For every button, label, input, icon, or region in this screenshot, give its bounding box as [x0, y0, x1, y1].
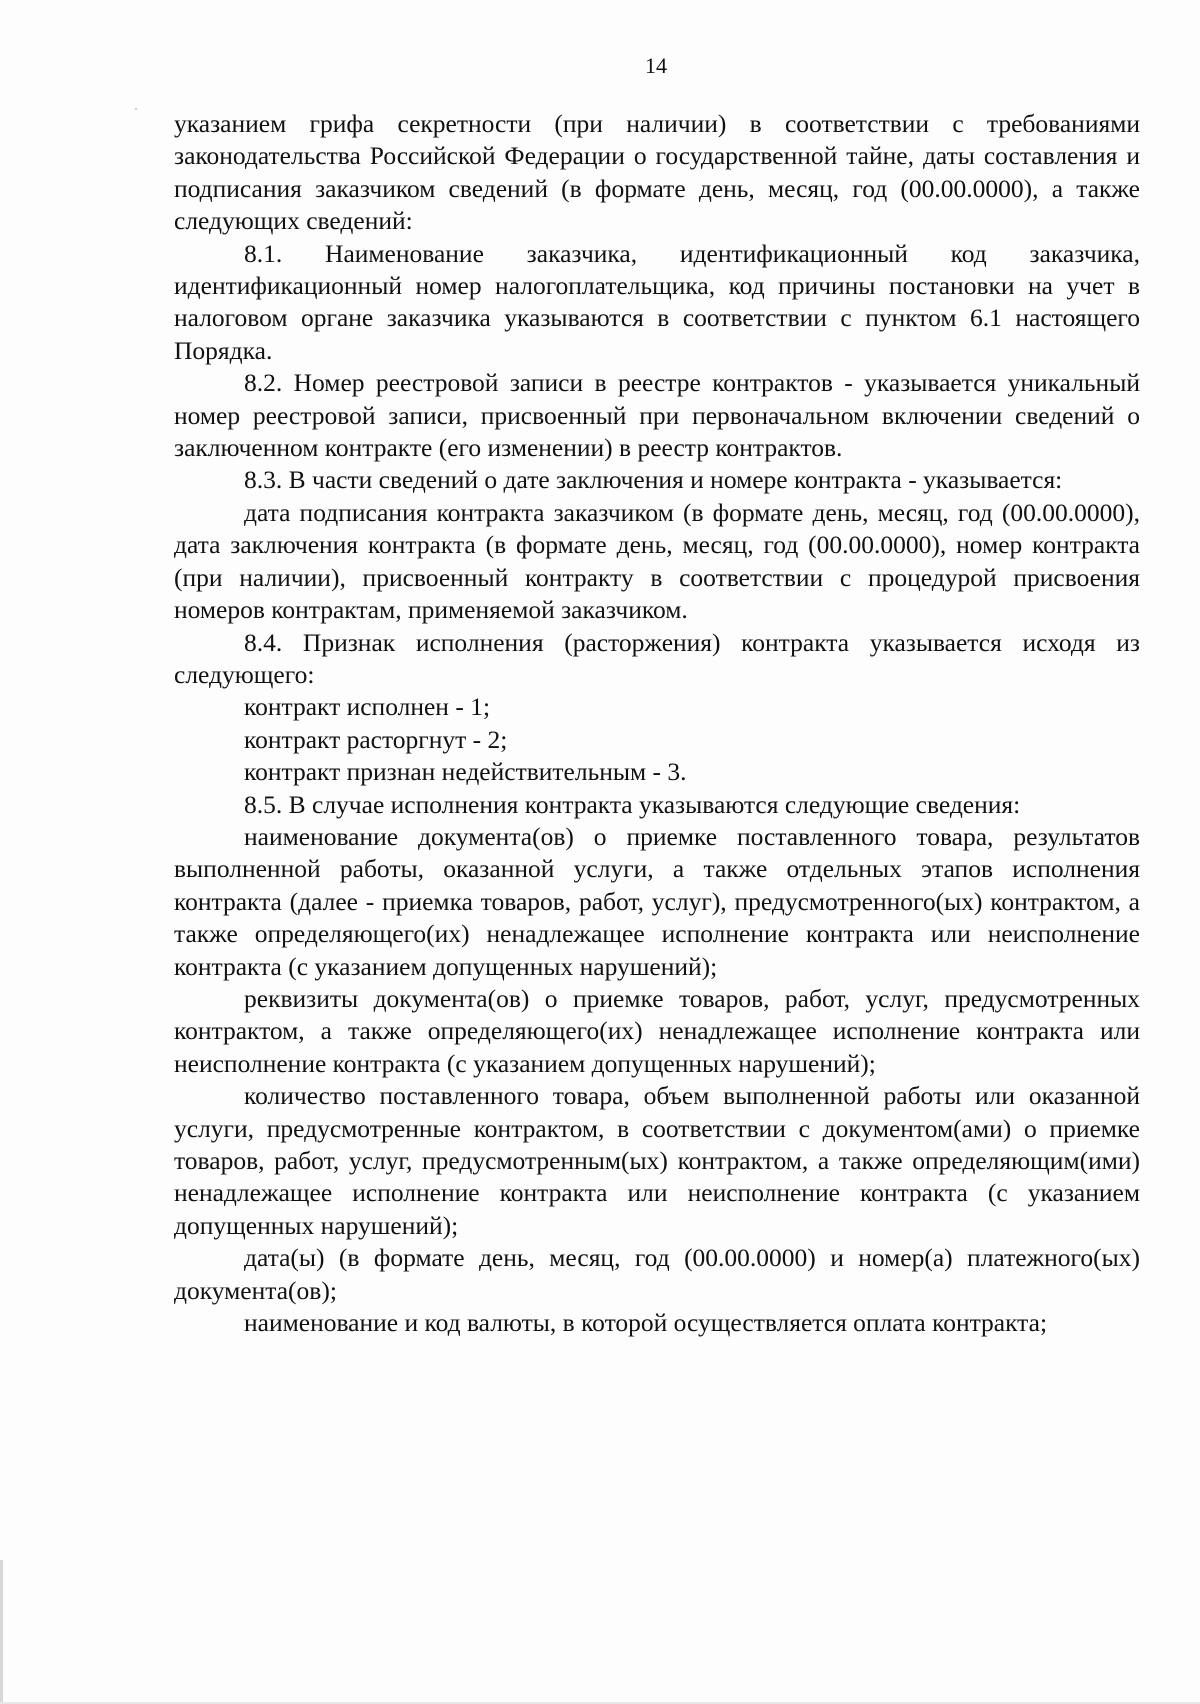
paragraph-acceptance-docs-details: реквизиты документа(ов) о приемке товаров, работ, услуг, предусмотренных контрактом, а также определяющего(их) ненадлежащее исполнение контракта или неисполнение контракта (с указанием допущенных нарушений); — [174, 983, 1140, 1078]
paragraph-8-3-details: дата подписания контракта заказчиком (в формате день, месяц, год (00.00.0000), дата заключения контракта (в формате день, месяц, год (00.00.0000), номер контракта (при наличии), присвоенный контракту в соответствии с процедурой присвоения номеров контрактам, применяемой заказчиком. — [174, 497, 1140, 625]
paragraph-continuation: указанием грифа секретности (при наличии) в соответствии с требованиями законодательства Российской Федерации о государственной тайне, даты составления и подписания заказчиком сведений (в формате день, месяц, год (00.00.0000), а также следующих сведений: — [174, 109, 1140, 236]
document-body — [174, 108, 1140, 1339]
paragraph-8-4: 8.4. Признак исполнения (расторжения) контракта указывается исходя из следующего: — [174, 627, 1140, 689]
paragraph-8-1: 8.1. Наименование заказчика, идентификационный код заказчика, идентификационный номер налогоплательщика, код причины постановки на учет в налоговом органе заказчика указываются в соответствии с пунктом 6.1 настоящего Порядка. — [174, 238, 1140, 365]
paragraph-acceptance-docs-name: наименование документа(ов) о приемке поставленного товара, результатов выполненной работы, оказанной услуги, а также отдельных этапов исполнения контракта (далее - приемка товаров, работ, услуг), предусмотренного(ых) контрактом, а также определяющего(их) ненадлежащее исполнение контракта или неисполнение контракта (с указанием допущенных нарушений); — [174, 821, 1140, 981]
paragraph-payment-docs: дата(ы) (в формате день, месяц, год (00.00.0000) и номер(а) платежного(ых) документа(ов); — [174, 1243, 1140, 1305]
list-item-terminated: контракт расторгнут - 2; — [244, 724, 508, 754]
paragraph-8-2: 8.2. Номер реестровой записи в реестре контрактов - указывается уникальный номер реестровой записи, присвоенный при первоначальном включении сведений о заключенном контракте (его изменении) в реестр контрактов. — [174, 368, 1140, 463]
paragraph-quantity: количество поставленного товара, объем выполненной работы или оказанной услуги, предусмотренные контрактом, в соответствии с документом(ами) о приемке товаров, работ, услуг, предусмотренным(ых) контрактом, а также определяющим(ими) ненадлежащее исполнение контракта или неисполнение контракта (с указанием допущенных нарушений); — [174, 1081, 1140, 1240]
list-item-executed: контракт исполнен - 1; — [244, 692, 491, 722]
list-item-invalid: контракт признан недействительным - 3. — [244, 757, 687, 787]
paragraph-8-3: 8.3. В части сведений о дате заключения и номере контракта - указывается: — [244, 465, 1063, 495]
paragraph-8-5: 8.5. В случае исполнения контракта указываются следующие сведения: — [244, 789, 1021, 819]
page-number: 14 — [645, 53, 667, 78]
scan-speck — [135, 108, 137, 110]
scan-edge-left — [0, 1560, 3, 1704]
paragraph-currency: наименование и код валюты, в которой осуществляется оплата контракта; — [244, 1308, 1048, 1338]
